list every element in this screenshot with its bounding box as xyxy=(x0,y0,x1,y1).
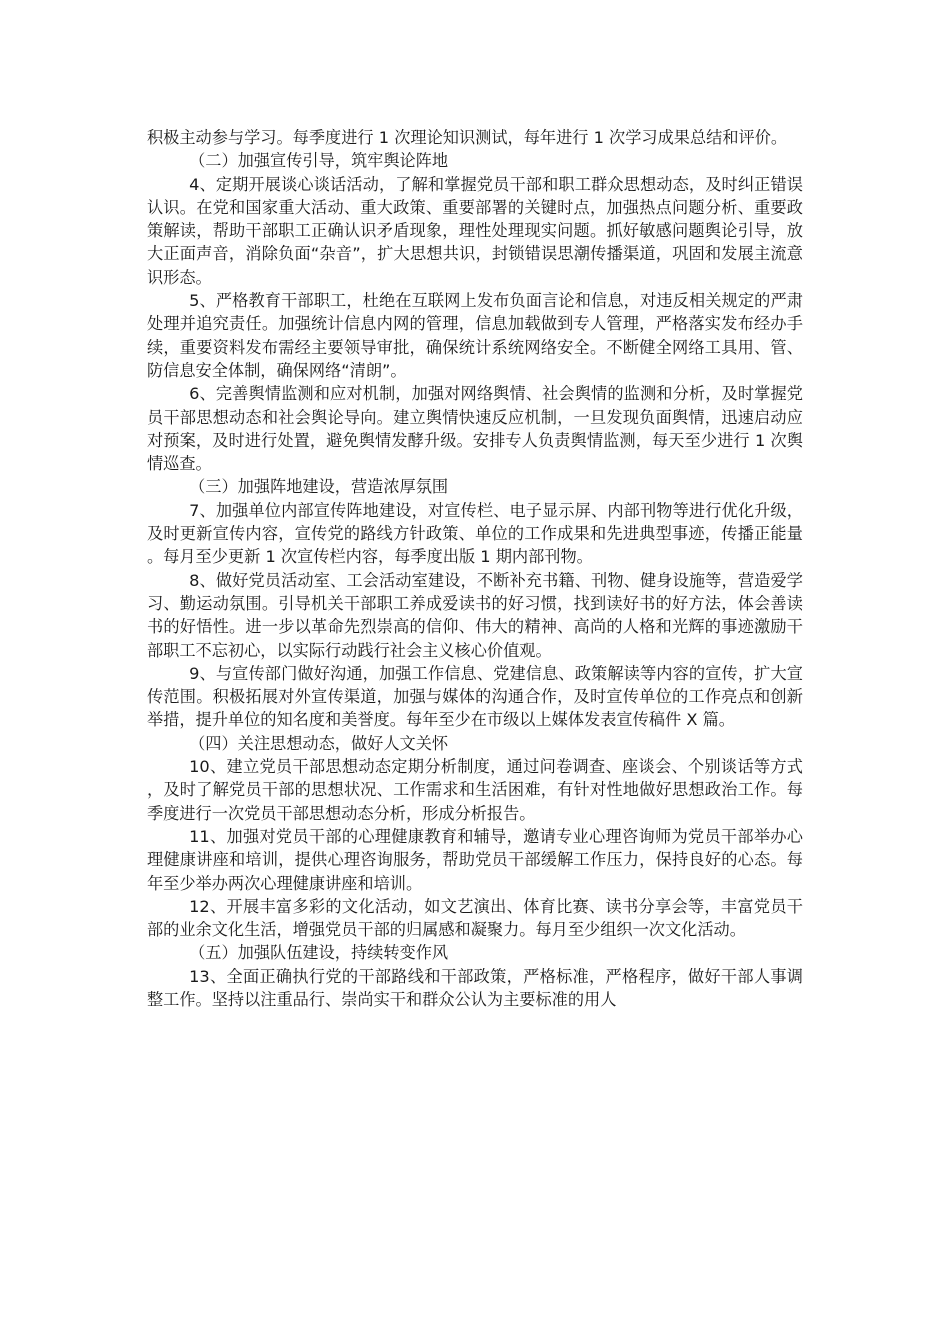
paragraph-item-4: 4、定期开展谈心谈话活动，了解和掌握党员干部和职工群众思想动态，及时纠正错误认识。在党和国家重大活动、重大政策、重要部署的关键时点，加强热点问题分析、重要政策解读，帮助干部职工正确认识矛盾现象，理性处理现实问题。抓好敏感问题舆论引导，放大正面声音，消除负面“杂音”，扩大思想共识，封锁错误思潮传播渠道，巩固和发展主流意识形态。 xyxy=(147,174,803,287)
section-heading-5: （五）加强队伍建设，持续转变作风 xyxy=(189,943,449,963)
paragraph-item-6: 6、完善舆情监测和应对机制，加强对网络舆情、社会舆情的监测和分析，及时掌握党员干部思想动态和社会舆论导向。建立舆情快速反应机制，一旦发现负面舆情，迅速启动应对预案，及时进行处置，避免舆情发酵升级。安排专人负责舆情监测，每天至少进行 1 次舆情巡查。 xyxy=(147,384,803,474)
paragraph-continuation: 积极主动参与学习。每季度进行 1 次理论知识测试，每年进行 1 次学习成果总结和评价。 xyxy=(147,128,788,147)
paragraph-item-7: 7、加强单位内部宣传阵地建设，对宣传栏、电子显示屏、内部刊物等进行优化升级，及时更新宣传内容，宣传党的路线方针政策、单位的工作成果和先进典型事迹，传播正能量。每月至少更新 1 次宣传栏内容，每季度出版 1 期内部刊物。 xyxy=(147,500,803,567)
paragraph-item-13: 13、全面正确执行党的干部路线和干部政策，严格标准，严格程序，做好干部人事调整工作。坚持以注重品行、崇尚实干和群众公认为主要标准的用人 xyxy=(147,966,803,1009)
paragraph-item-5: 5、严格教育干部职工，杜绝在互联网上发布负面言论和信息，对违反相关规定的严肃处理并追究责任。加强统计信息内网的管理，信息加载做到专人管理，严格落实发布经办手续，重要资料发布需经主要领导审批，确保统计系统网络安全。不断健全网络工具用、管、防信息安全体制，确保网络“清朗”。 xyxy=(147,291,803,380)
paragraph-item-9: 9、与宣传部门做好沟通，加强工作信息、党建信息、政策解读等内容的宣传，扩大宣传范围。积极拓展对外宣传渠道，加强与媒体的沟通合作，及时宣传单位的工作亮点和创新举措，提升单位的知名度和美誉度。每年至少在市级以上媒体发表宣传稿件 X 篇。 xyxy=(147,663,803,730)
document-page xyxy=(147,126,803,1011)
paragraph-item-8: 8、做好党员活动室、工会活动室建设，不断补充书籍、刊物、健身设施等，营造爱学习、勤运动氛围。引导机关干部职工养成爱读书的好习惯，找到读好书的好方法，体会善读书的好悟性。进一步以革命先烈崇高的信仰、伟大的精神、高尚的人格和光辉的事迹激励干部职工不忘初心，以实际行动践行社会主义核心价值观。 xyxy=(147,570,803,660)
section-heading-3: （三）加强阵地建设，营造浓厚氛围 xyxy=(189,477,449,497)
paragraph-item-12: 12、开展丰富多彩的文化活动，如文艺演出、体育比赛、读书分享会等，丰富党员干部的业余文化生活，增强党员干部的归属感和凝聚力。每月至少组织一次文化活动。 xyxy=(147,896,803,940)
section-heading-2: （二）加强宣传引导，筑牢舆论阵地 xyxy=(189,151,449,171)
section-heading-4: （四）关注思想动态，做好人文关怀 xyxy=(189,733,449,753)
paragraph-item-10: 10、建立党员干部思想动态定期分析制度，通过问卷调查、座谈会、个别谈话等方式，及时了解党员干部的思想状况、工作需求和生活困难，有针对性地做好思想政治工作。每季度进行一次党员干部思想动态分析，形成分析报告。 xyxy=(147,757,803,823)
paragraph-item-11: 11、加强对党员干部的心理健康教育和辅导，邀请专业心理咨询师为党员干部举办心理健康讲座和培训，提供心理咨询服务，帮助党员干部缓解工作压力，保持良好的心态。每年至少举办两次心理健康讲座和培训。 xyxy=(147,826,803,893)
